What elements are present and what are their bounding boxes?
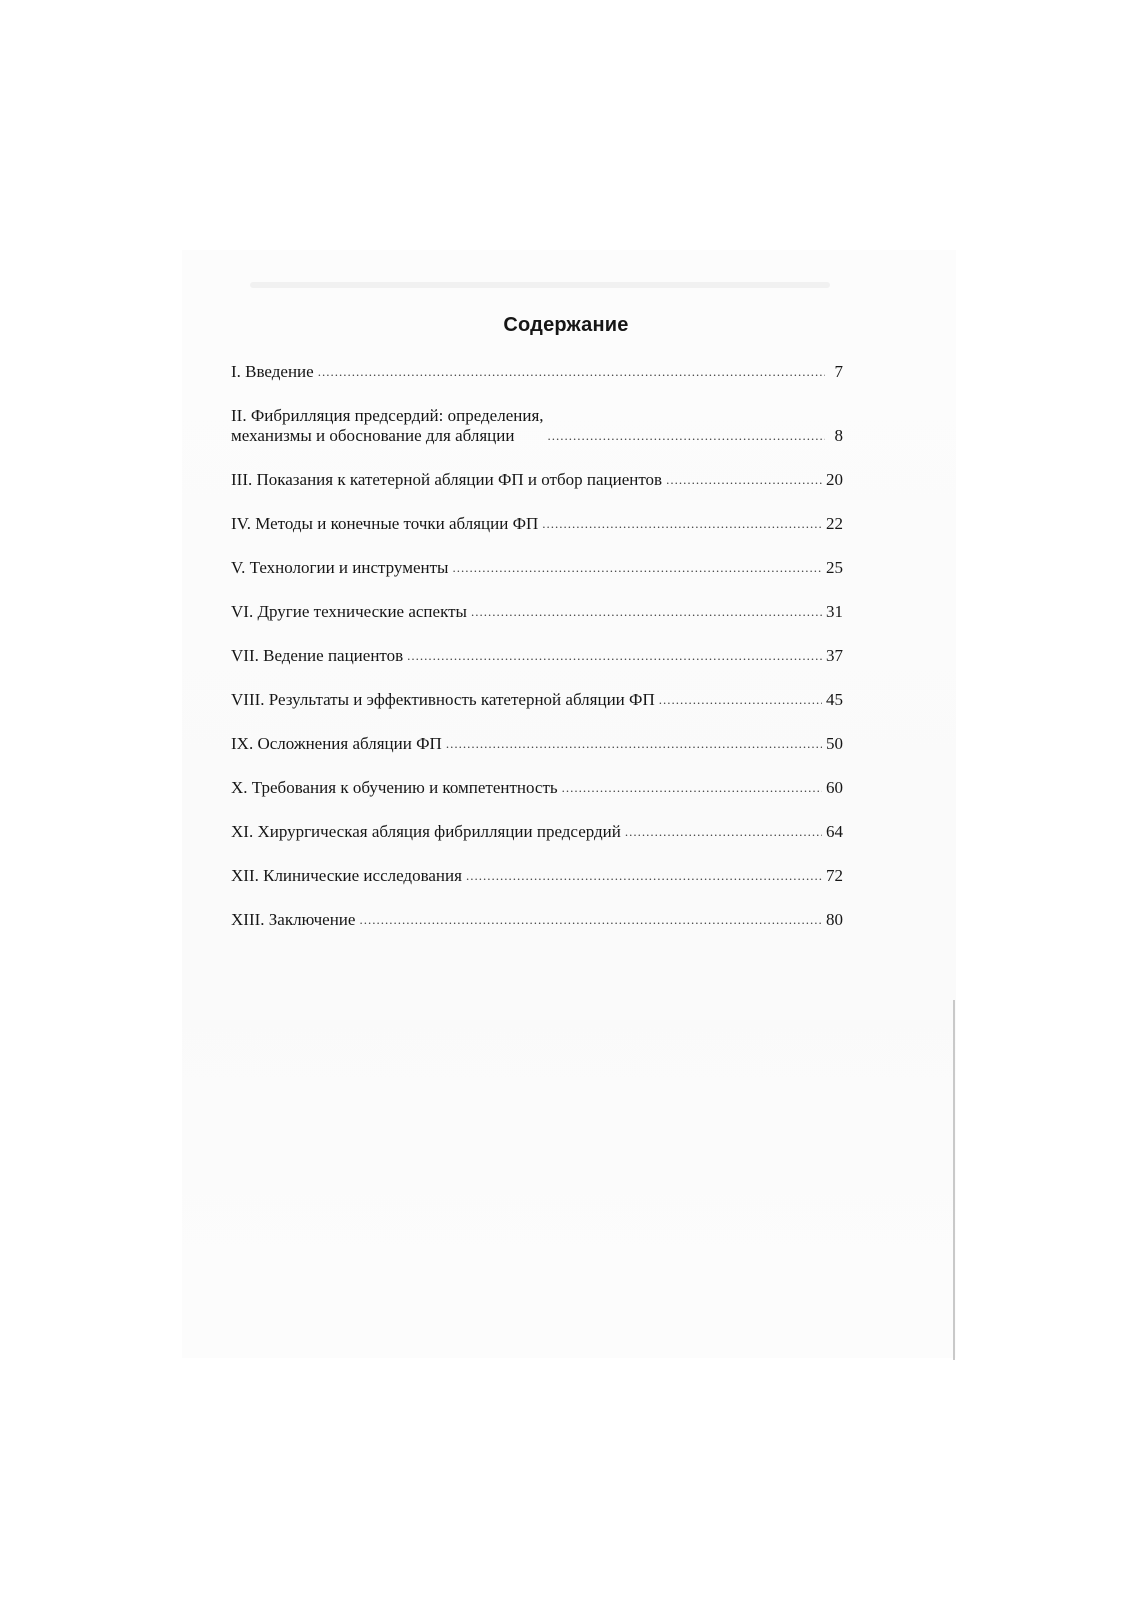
toc-entry-text: XII. Клинические исследования [231, 866, 462, 885]
toc-page-number: 20 [826, 470, 843, 489]
toc-page-number: 60 [826, 778, 843, 797]
dot-leader [659, 690, 822, 710]
toc-entry-3 [231, 470, 843, 490]
dot-leader [542, 514, 822, 534]
toc-entry-text: VI. Другие технические аспекты [231, 602, 467, 621]
toc-page-number: 37 [826, 646, 843, 665]
dot-leader [407, 646, 822, 666]
table-of-contents [231, 362, 843, 954]
toc-entry-text: IX. Осложнения абляции ФП [231, 734, 442, 753]
toc-entry-text-line2: механизмы и обоснование для абляции [231, 426, 515, 445]
toc-page-number: 64 [826, 822, 843, 841]
toc-page-number: 8 [834, 426, 843, 445]
toc-entry-text: VII. Ведение пациентов [231, 646, 404, 665]
toc-page-number: 80 [826, 910, 843, 929]
toc-entry-text: I. Введение [231, 362, 314, 381]
page-title: Содержание [503, 314, 629, 336]
dot-leader [318, 362, 825, 382]
dot-leader [548, 426, 825, 446]
toc-entry-text: XI. Хирургическая абляция фибрилляции предсердий [231, 822, 621, 841]
show-through-line [250, 282, 830, 288]
toc-page-number: 45 [826, 690, 843, 709]
toc-entry-13 [231, 910, 843, 930]
toc-entry-text: V. Технологии и инструменты [231, 558, 449, 577]
dot-leader [359, 910, 822, 930]
toc-entry-text: IV. Методы и конечные точки абляции ФП [231, 514, 539, 533]
dot-leader [625, 822, 822, 842]
dot-leader [666, 470, 822, 490]
toc-page-number: 22 [826, 514, 843, 533]
toc-entry-12 [231, 866, 843, 886]
toc-entry-text-line1: II. Фибрилляция предсердий: определения, [231, 406, 544, 425]
toc-entry-9 [231, 734, 843, 754]
toc-entry-text: VIII. Результаты и эффективность катетерной абляции ФП [231, 690, 655, 709]
toc-entry-4 [231, 514, 843, 534]
toc-entry-1 [231, 362, 843, 382]
page-edge-shadow [953, 1000, 955, 1360]
dot-leader [471, 602, 822, 622]
toc-entry-8 [231, 690, 843, 710]
toc-page-number: 50 [826, 734, 843, 753]
dot-leader [562, 778, 822, 798]
dot-leader [466, 866, 822, 886]
dot-leader [452, 558, 822, 578]
toc-entry-7 [231, 646, 843, 666]
toc-entry-text: XIII. Заключение [231, 910, 356, 929]
toc-entry-11 [231, 822, 843, 842]
toc-page-number: 7 [834, 362, 843, 381]
toc-entry-5 [231, 558, 843, 578]
toc-page-number: 31 [826, 602, 843, 621]
toc-entry-6 [231, 602, 843, 622]
toc-page-number: 25 [826, 558, 843, 577]
dot-leader [446, 734, 822, 754]
toc-page-number: 72 [826, 866, 843, 885]
toc-entry-text [231, 406, 544, 446]
toc-entry-text: X. Требования к обучению и компетентность [231, 778, 558, 797]
toc-entry-10 [231, 778, 843, 798]
toc-entry-text: III. Показания к катетерной абляции ФП и отбор пациентов [231, 470, 663, 489]
toc-entry-2 [231, 406, 843, 446]
